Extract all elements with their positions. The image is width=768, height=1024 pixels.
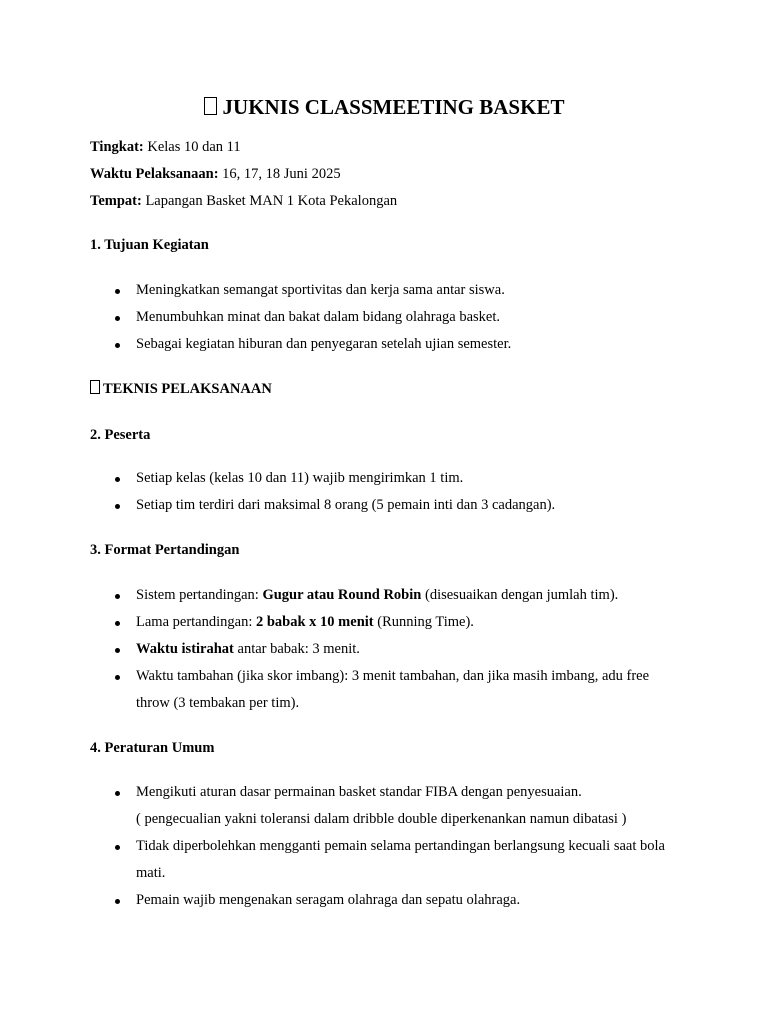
meta-tingkat-label: Tingkat: <box>90 139 144 155</box>
section-heading-format: 3. Format Pertandingan <box>90 542 240 558</box>
section-heading-peraturan: 4. Peraturan Umum <box>90 740 215 756</box>
document-title-text: JUKNIS CLASSMEETING BASKET <box>222 95 565 119</box>
format-list <box>90 582 680 717</box>
list-item: Setiap tim terdiri dari maksimal 8 orang (5 pemain inti dan 3 cadangan). <box>90 492 680 519</box>
list-item-text: (disesuaikan dengan jumlah tim). <box>421 587 619 603</box>
list-item-text: (Running Time). <box>373 614 474 630</box>
tujuan-list <box>90 277 680 358</box>
list-item-bold: 2 babak x 10 menit <box>255 614 374 630</box>
list-item: Setiap kelas (kelas 10 dan 11) wajib mengirimkan 1 tim. <box>90 465 680 492</box>
missing-glyph-icon <box>90 380 100 394</box>
list-item: Sebagai kegiatan hiburan dan penyegaran setelah ujian semester. <box>90 331 680 358</box>
list-item-text: Mengikuti aturan dasar permainan basket standar FIBA dengan penyesuaian. <box>136 784 582 800</box>
meta-tingkat <box>90 137 241 157</box>
peraturan-list <box>90 779 680 914</box>
meta-tempat <box>90 191 397 211</box>
list-item-bold: Gugur atau Round Robin <box>262 587 422 603</box>
list-item-text: Sistem pertandingan: <box>136 587 263 603</box>
meta-waktu-value: 16, 17, 18 Juni 2025 <box>218 166 341 182</box>
meta-waktu <box>90 164 341 184</box>
list-item <box>90 636 680 663</box>
meta-tempat-label: Tempat: <box>90 193 142 209</box>
list-item: Tidak diperbolehkan mengganti pemain selama pertandingan berlangsung kecuali saat bola mati. <box>90 833 680 887</box>
list-item-text: Lama pertandingan: <box>136 614 256 630</box>
missing-glyph-icon <box>204 97 217 115</box>
document-title <box>0 93 768 121</box>
list-item: Waktu tambahan (jika skor imbang): 3 menit tambahan, dan jika masih imbang, adu free throw (3 tembakan per tim). <box>90 663 680 717</box>
peserta-list <box>90 465 680 519</box>
list-item-text: antar babak: 3 menit. <box>233 641 360 657</box>
list-item: Pemain wajib mengenakan seragam olahraga dan sepatu olahraga. <box>90 887 680 914</box>
section-heading-teknis-text: TEKNIS PELAKSANAAN <box>103 381 272 397</box>
list-item: Meningkatkan semangat sportivitas dan kerja sama antar siswa. <box>90 277 680 304</box>
list-item <box>90 609 680 636</box>
list-item-text: ( pengecualian yakni toleransi dalam dribble double diperkenankan namun dibatasi ) <box>136 811 627 827</box>
section-heading-teknis <box>90 379 272 399</box>
section-heading-tujuan: 1. Tujuan Kegiatan <box>90 237 209 253</box>
list-item-bold: Waktu istirahat <box>136 641 234 657</box>
section-heading-peserta: 2. Peserta <box>90 427 151 443</box>
meta-waktu-label: Waktu Pelaksanaan: <box>90 166 219 182</box>
list-item <box>90 779 680 833</box>
list-item: Menumbuhkan minat dan bakat dalam bidang olahraga basket. <box>90 304 680 331</box>
meta-tingkat-value: Kelas 10 dan 11 <box>143 139 241 155</box>
list-item <box>90 582 680 609</box>
meta-tempat-value: Lapangan Basket MAN 1 Kota Pekalongan <box>141 193 398 209</box>
